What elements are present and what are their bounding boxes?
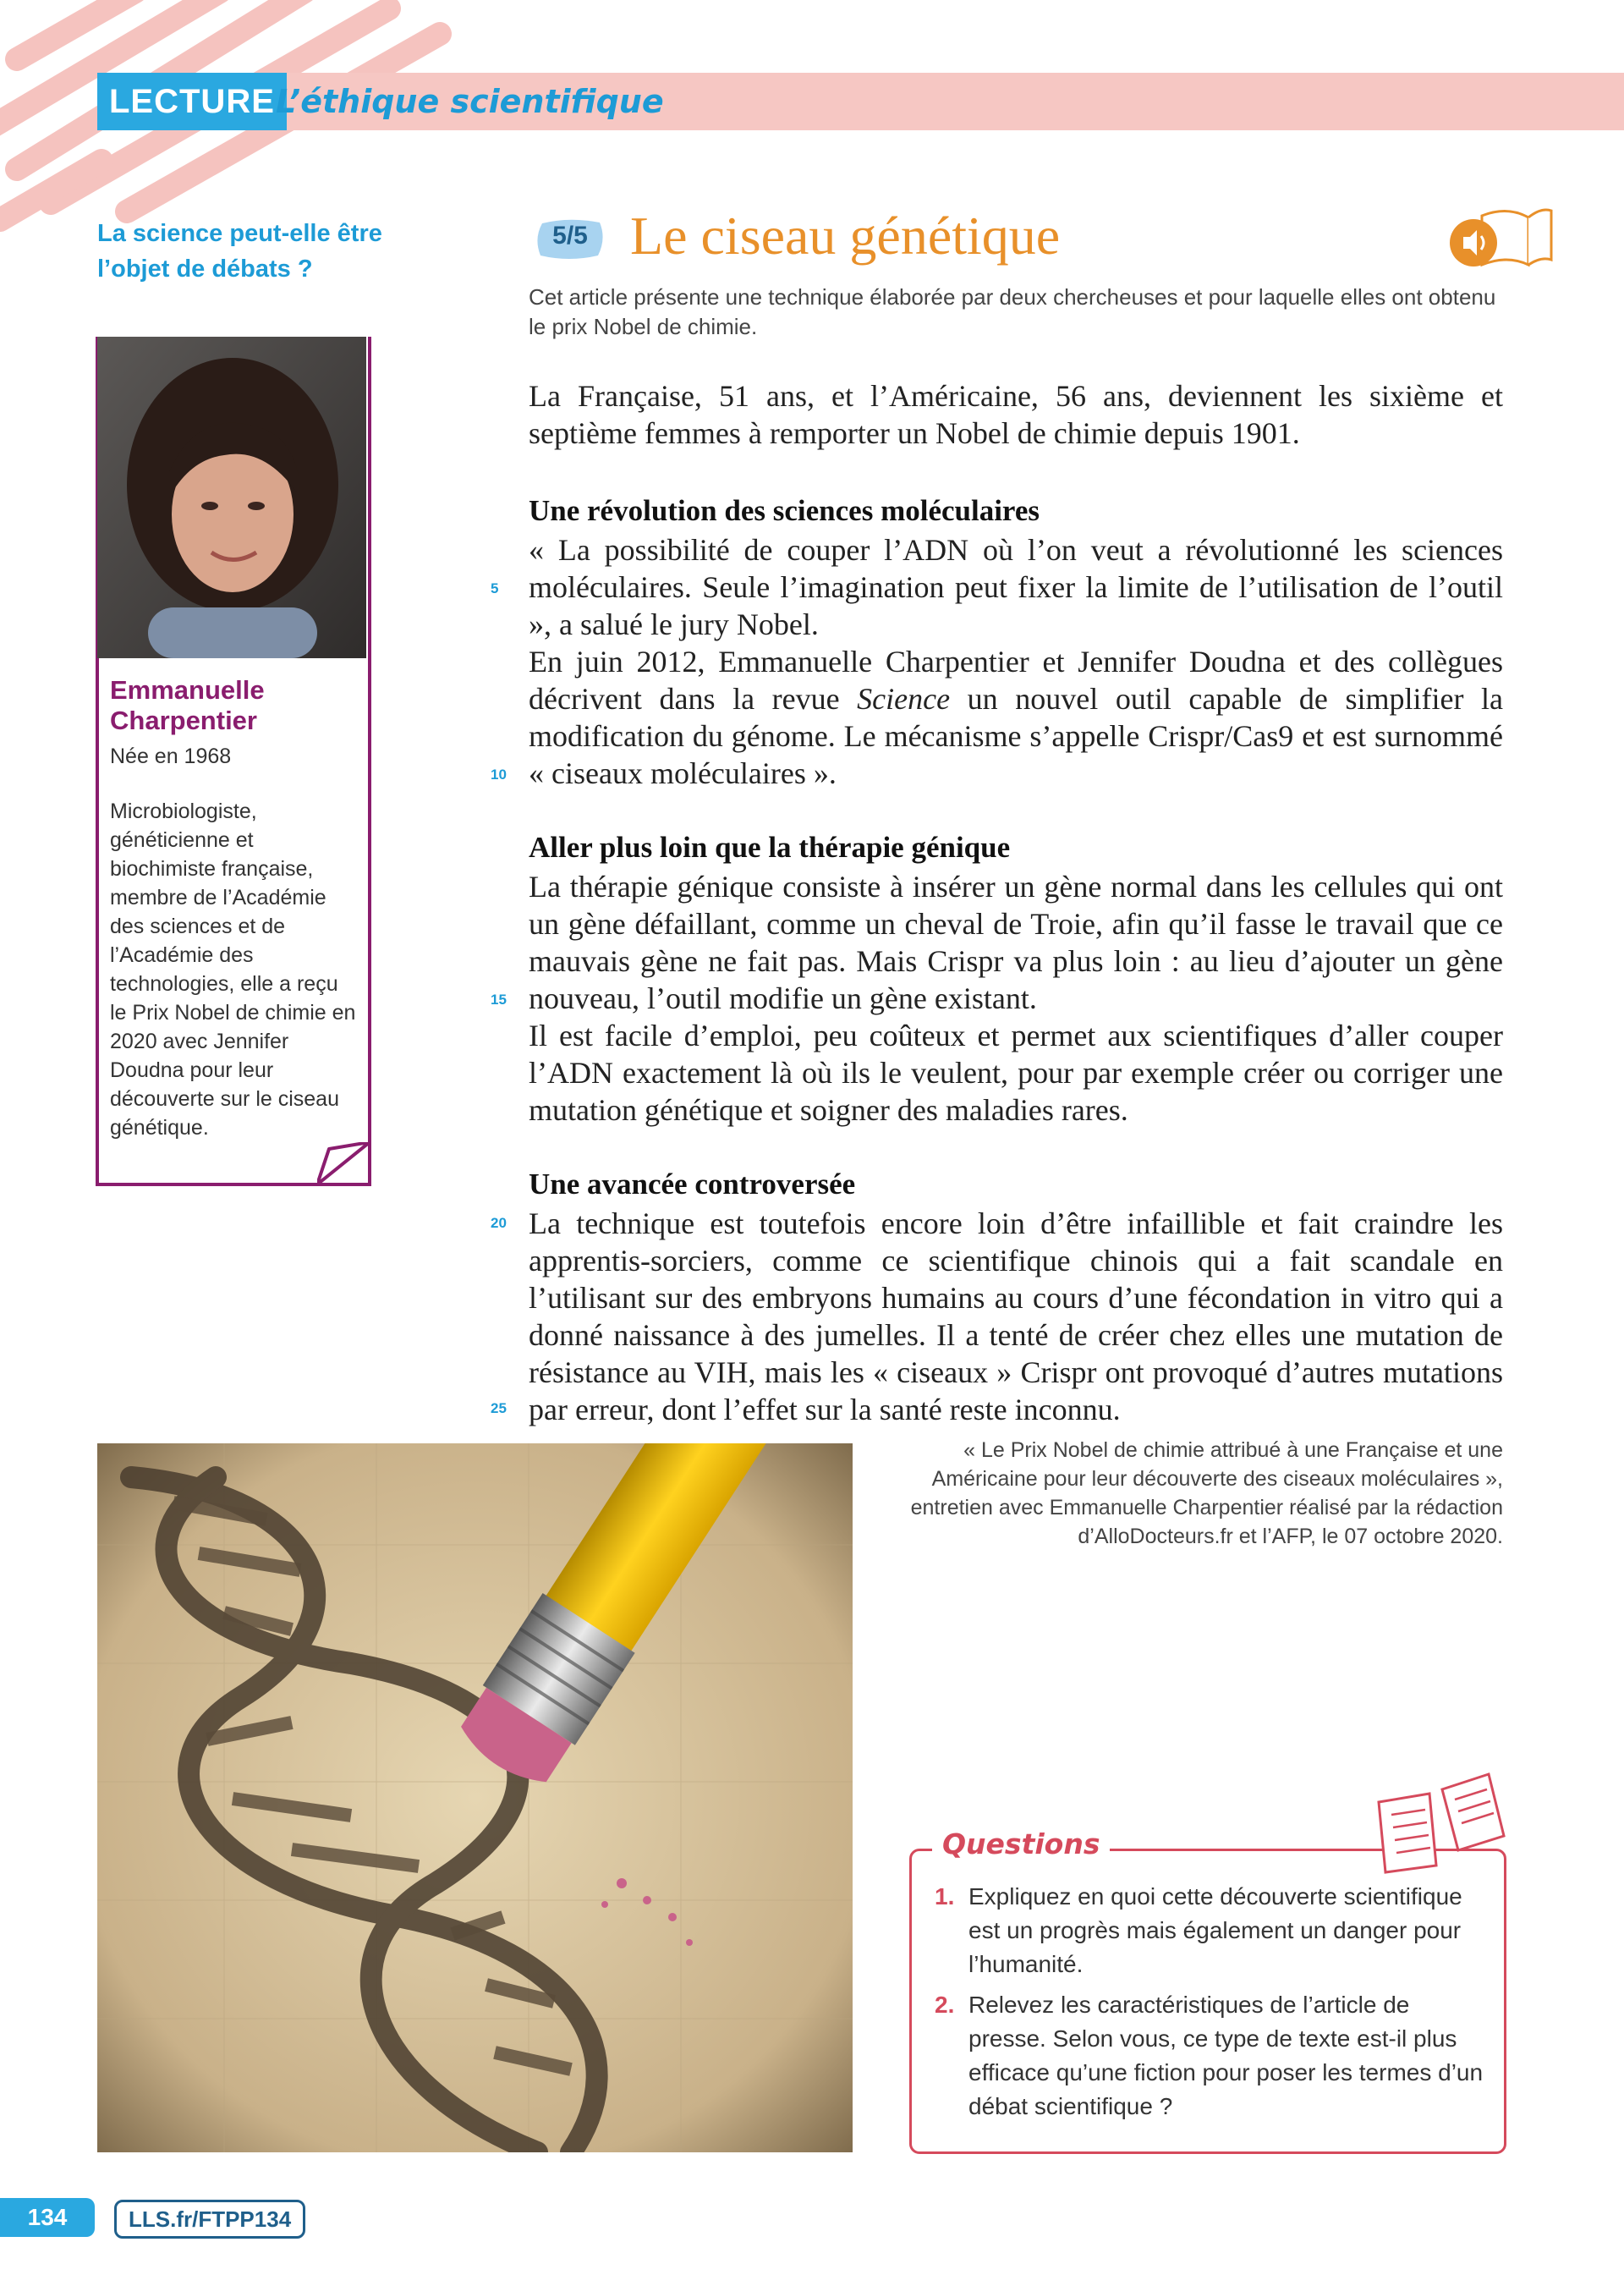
article-intro: Cet article présente une technique élaborée par deux chercheuses et pour laquelle elles ont obtenu le prix Nobel de chimie.: [529, 284, 1496, 339]
section-heading: Une révolution des sciences moléculaires: [529, 494, 1040, 527]
article-lead: La Française, 51 ans, et l’Américaine, 56 ans, deviennent les sixième et septième femmes à remporter un Nobel de chimie depuis 1901.: [529, 379, 1503, 450]
paragraph: La thérapie génique consiste à insérer un gène normal dans les cellules qui ont un gène défaillant, comme un cheval de Troie, afin qu’il fasse le travail que ce mauvais gène ne fait pas. Mais Crispr va plus loin : au lieu d’ajouter un gène nouveau, l’outil modifie un gène existant.: [529, 870, 1503, 1015]
question-text: Expliquez en quoi cette découverte scientifique est un progrès mais également un danger pour l’humanité.: [968, 1883, 1462, 1977]
bio-name: Emmanuelle Charpentier: [110, 675, 265, 735]
text-number: 5/5: [552, 222, 588, 250]
portrait-photo: [97, 337, 366, 658]
paragraph: Il est facile d’emploi, peu coûteux et permet aux scientifiques d’aller couper l’ADN exactement là où ils le veulent, pour par exemple créer ou corriger une mutation génétique et soigner des maladies rares.: [529, 1019, 1503, 1127]
line-number: 5: [491, 580, 499, 596]
questions-title: Questions: [932, 1827, 1110, 1860]
papers-icon: [1370, 1772, 1506, 1878]
bio-born: Née en 1968: [110, 745, 232, 768]
audio-book-icon[interactable]: [1448, 199, 1554, 275]
questions-list: [935, 1880, 1484, 2130]
article-source: « Le Prix Nobel de chimie attribué à une Française et une Américaine pour leur découverte des ciseaux moléculaires », entretien avec Emmanuelle Charpentier réalisé par la rédaction d’AlloDocteurs.fr et l’AFP, le 07 octobre 2020.: [910, 1438, 1503, 1548]
bio-description: Microbiologiste, généticienne et biochimiste française, membre de l’Académie des sciences et de l’Académie des technologies, elle a reçu le Prix Nobel de chimie en 2020 avec Jennifer Doudna pour leur découverte sur le ciseau génétique.: [110, 800, 356, 1140]
question-number: 1.: [935, 1883, 955, 1910]
resource-link[interactable]: LLS.fr/FTPP134: [114, 2200, 305, 2239]
section-heading: Aller plus loin que la thérapie génique: [529, 831, 1011, 864]
line-number: 15: [491, 992, 507, 1008]
section-heading: Une avancée controversée: [529, 1168, 856, 1201]
line-number: 20: [491, 1215, 507, 1231]
paragraph: « La possibilité de couper l’ADN où l’on veut a révolutionné les sciences moléculaires. Seule l’imagination peut fixer la limite de l’utilisation de l’outil », a salué le jury Nobel.: [529, 533, 1503, 641]
question-item: [935, 1988, 1484, 2124]
article-title: Le ciseau génétique: [630, 206, 1061, 266]
page-number: 134: [0, 2198, 95, 2237]
journal-name: Science: [857, 682, 951, 716]
dna-pencil-illustration: [97, 1443, 853, 2152]
line-number: 25: [491, 1400, 507, 1416]
question-text: Relevez les caractéristiques de l’article de presse. Selon vous, ce type de texte est-il plus efficace qu’une fiction pour poser les termes d’un débat scientifique ?: [968, 1992, 1484, 2119]
question-item: [935, 1880, 1484, 1981]
line-number: 10: [491, 767, 507, 783]
paragraph: En juin 2012, Emmanuelle Charpentier et Jennifer Doudna et des collègues décrivent dans la revue Science un nouvel outil capable de simplifier la modification du génome. Le mécanisme s’appelle Crispr/Cas9 et est surnommé « ciseaux moléculaires ».: [529, 645, 1503, 790]
question-number: 2.: [935, 1992, 955, 2018]
section-tag: LECTURE: [97, 73, 287, 130]
chapter-title: L’éthique scientifique: [276, 83, 664, 120]
paragraph: La technique est toutefois encore loin d’être infaillible et fait craindre les apprentis-sorciers, comme ce scientifique chinois qui a fait scandale en l’utilisant sur des embryons humains au cours d’une fécondation in vitro qui a donné naissance à des jumelles. Il a tenté de créer chez elles une mutation de résistance au VIH, mais les « ciseaux » Crispr ont provoqué d’autres mutations par erreur, dont l’effet sur la santé reste inconnu.: [529, 1206, 1503, 1426]
side-question: La science peut-elle être l’objet de débats ?: [97, 220, 382, 283]
page-fold-corner: [317, 1142, 370, 1184]
